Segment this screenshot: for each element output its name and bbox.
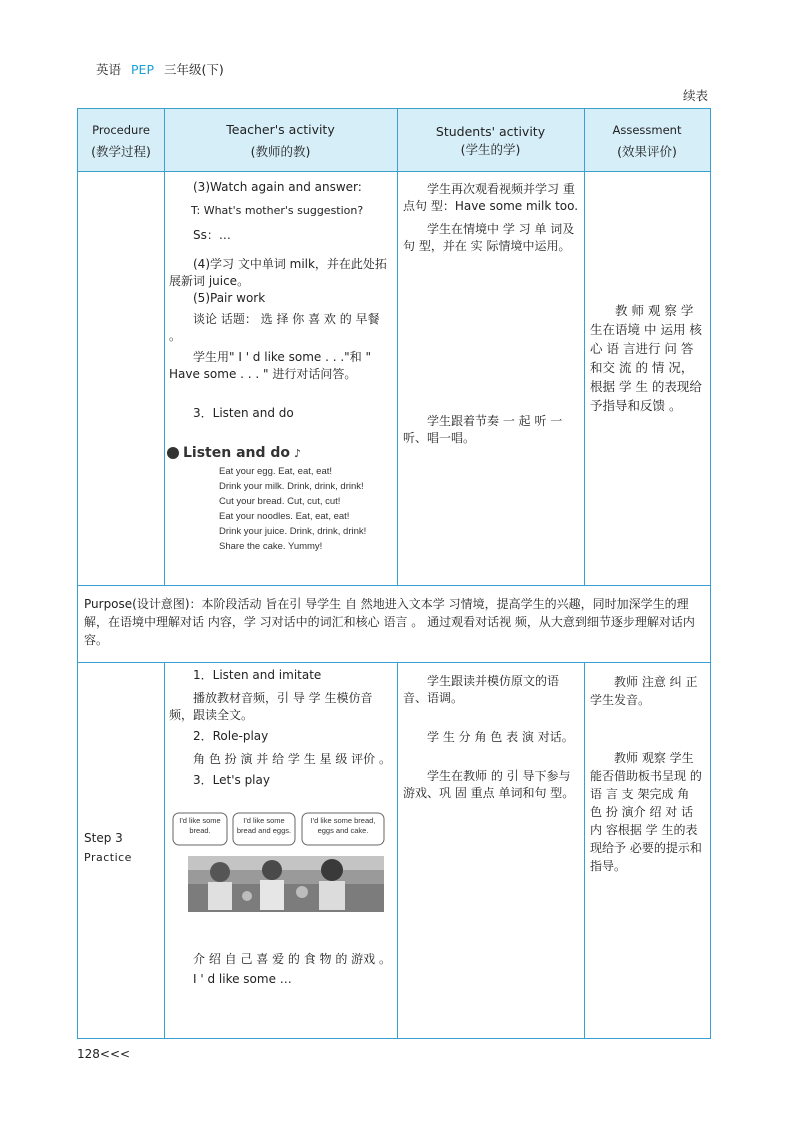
- procedure-header: Procedure (教学过程): [91, 123, 151, 159]
- song-line: Eat your noodles. Eat, eat, eat!: [219, 511, 350, 522]
- divider: [397, 109, 398, 585]
- song-lyrics: [219, 464, 392, 554]
- song-line: Eat your egg. Eat, eat, eat!: [219, 466, 333, 477]
- bubble-text: I'd like some bread and eggs.: [236, 816, 292, 835]
- lets-play-illustration: [172, 812, 386, 912]
- divider: [584, 662, 585, 1039]
- song-line: Cut your bread. Cut, cut, cut!: [219, 496, 341, 507]
- page-header: [96, 60, 224, 78]
- row3-students-activity: 学生跟读并模仿原文的语音、语调。 学 生 分 角 色 表 演 对话。 学生在教师 的 引 导下参与 游戏、巩 固 重点 单词和句 型。: [403, 674, 575, 800]
- assessment-header: Assessment (效果评价): [612, 123, 682, 159]
- divider: [164, 109, 165, 585]
- song-title: Listen and do ♪: [167, 445, 392, 461]
- bubble-text: I'd like some bread, eggs and cake.: [310, 816, 376, 835]
- divider: [78, 662, 710, 663]
- speech-bubble: [233, 813, 295, 845]
- divider: [78, 171, 710, 172]
- continued-label: 续表: [682, 88, 708, 103]
- row1-students-activity: 学生再次观看视频并学习 重点句 型：Have some milk too. 学生在情境中 学 习 单 词及句 型，并在 实 际情境中运用。 学生跟着节奏 一 起 听 一听、唱一唱。: [403, 182, 579, 445]
- row3-assessment: 教师 注意 纠 正学生发音。 教师 观察 学生能否借助板书呈现 的语 言 支 架完成 角 色 扮 演介 绍 对 话 内 容根据 学 生的表现给予 必要的提示和指导。: [590, 675, 702, 873]
- music-note-icon: ♪: [294, 446, 302, 460]
- song-line: Share the cake. Yummy!: [219, 541, 323, 552]
- step-label: Step 3 Practice: [84, 831, 132, 864]
- speech-bubble: [302, 813, 384, 845]
- speech-bubble: [173, 813, 227, 845]
- divider: [397, 662, 398, 1039]
- song-line: Drink your milk. Drink, drink, drink!: [219, 481, 364, 492]
- students-header: Students' activity (学生的学): [435, 124, 546, 157]
- bubble-text: I'd like some bread.: [179, 816, 221, 835]
- row3-teacher-activity: 1．Listen and imitate 播放教材音频，引 导 学 生模仿音频，跟读全文。 2．Role-play 角 色 扮 演 并 给 学 生 星 级 评价 。 3．Let's play: [169, 668, 391, 787]
- headphone-icon: [167, 447, 179, 459]
- row3-teacher-activity-bottom: 介 绍 自 己 喜 爱 的 食 物 的 游戏 。 I ' d like some …: [193, 952, 391, 986]
- edition-label: PEP: [131, 62, 154, 77]
- row1-teacher-activity: (3)Watch again and answer: T: What's mother's suggestion? Ss：… (4)学习 文中单词 milk，并在此处拓展新词 juice。 (5)Pair work 谈论 话题： 选 择 你 喜 欢 的 早餐 。 学生用" I ' d like some . . ."和 " Have some . . . " 进行对话问答。 3．Listen and do: [169, 180, 387, 420]
- divider: [78, 585, 710, 586]
- purpose-text: Purpose(设计意图)：本阶段活动 旨在引 导学生 自 然地进入文本学 习情境，提高学生的兴趣，同时加深学生的理解，在语境中理解对话 内容，学 习对话中的词汇和核心 语言 。 通过观看对话视 频，从大意到细节逐步理解对话内容。: [84, 597, 695, 647]
- song-line: Drink your juice. Drink, drink, drink!: [219, 526, 367, 537]
- subject-label: 英语: [96, 62, 122, 77]
- divider: [584, 109, 585, 585]
- teacher-header: Teacher's activity (教师的教): [226, 122, 335, 159]
- page-number: 128<<<: [77, 1047, 131, 1061]
- divider: [164, 662, 165, 1039]
- grade-label: 三年级(下): [164, 62, 224, 77]
- listen-and-do-figure: [167, 445, 392, 557]
- row1-assessment: 教 师 观 察 学生在语境 中 运用 核 心 语 言进行 问 答 和交 流 的 情 况，根据 学 生 的表现给予指导和反馈 。: [590, 303, 702, 413]
